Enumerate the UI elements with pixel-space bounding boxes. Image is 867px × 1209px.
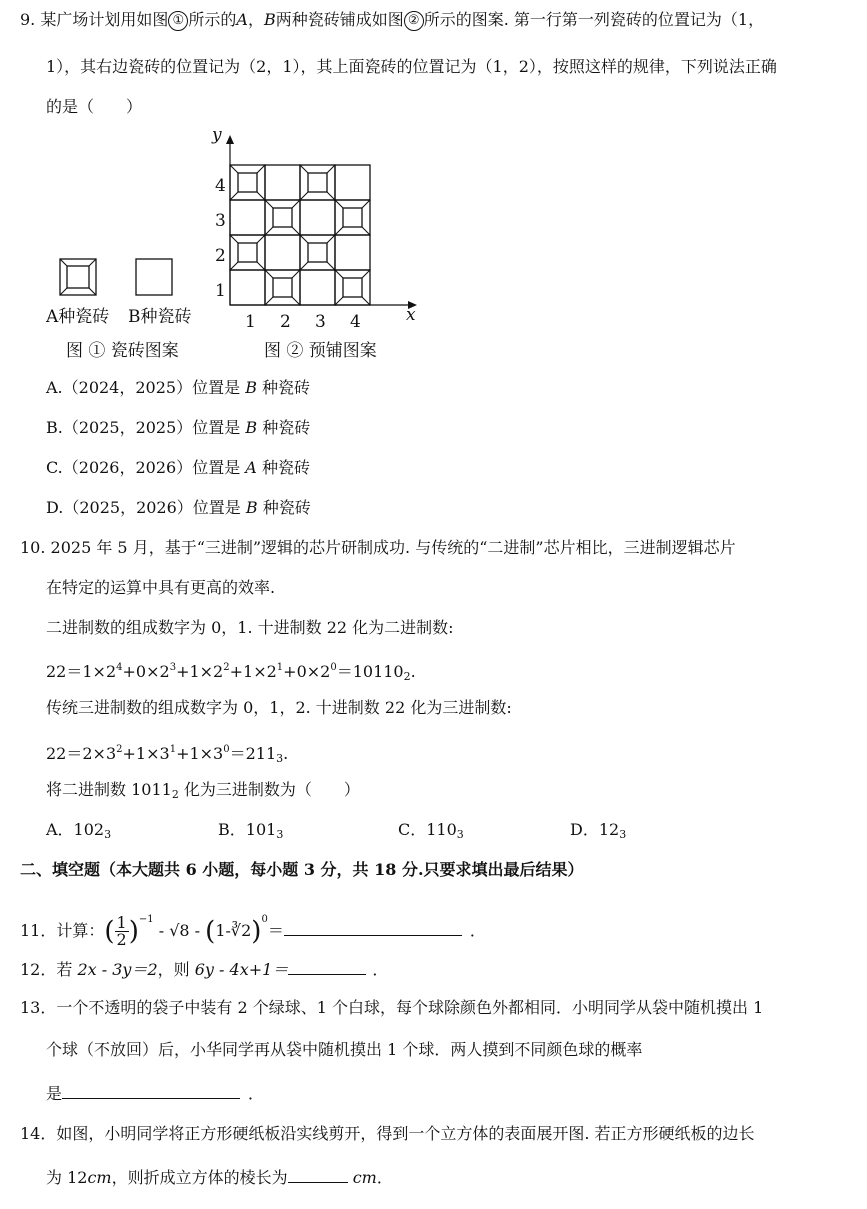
x-tick-4: 4 (350, 312, 361, 332)
fig2-caption: 图 ② 预铺图案 (264, 341, 377, 361)
tile-a-cell (300, 165, 335, 200)
x-tick-2: 2 (280, 312, 291, 332)
q14-answer-blank[interactable] (288, 1166, 348, 1183)
section-2-title: 二、填空题（本大题共 6 小题，每小题 3 分，共 18 分.只要求填出最后结果） (20, 860, 584, 879)
q9-line1: 9. 某广场计划用如图 ① 所示的A，B两种瓷砖铺成如图 ② 所示的图案. 第一行第一列瓷砖的位置记为（1， (20, 10, 765, 29)
tile-b-cell (300, 270, 335, 305)
tile-a-icon (60, 259, 96, 295)
q10-line5: 将二进制数 $1011_2$ 化为三进制数为（ ） (46, 780, 360, 801)
y-tick-1: 1 (215, 281, 226, 301)
q9-line3: 的是（ ） (46, 97, 143, 116)
q10-option-a[interactable]: A．$102_3$ (46, 820, 112, 841)
tile-a-cell (265, 200, 300, 235)
y-tick-3: 3 (215, 211, 226, 231)
tiling-grid (205, 125, 430, 340)
y-tick-4: 4 (215, 176, 226, 196)
tile-b-label: B种瓷砖 (128, 307, 192, 327)
q9-option-d[interactable]: D.（2025，2026）位置是 B 种瓷砖 (46, 498, 311, 517)
q9-option-b[interactable]: B.（2025，2025）位置是 B 种瓷砖 (46, 418, 311, 437)
q13-line2: 个球（不放回）后，小华同学再从袋中随机摸出 1 个球．两人摸到不同颜色球的概率 (46, 1040, 643, 1059)
tile-b-cell (230, 270, 265, 305)
q9-option-c[interactable]: C.（2026，2026）位置是 A 种瓷砖 (46, 458, 310, 477)
q13-answer-blank[interactable] (62, 1082, 240, 1099)
tile-figure (40, 255, 200, 305)
fraction-one-half: $\frac{1}{2}$ (116, 913, 127, 949)
tile-a-cell (300, 235, 335, 270)
q10-eq1: $22=1\times 2^4+0\times 2^3+1\times 2^2+1\times 2^1+0\times 2^0=10110_2$. (46, 662, 416, 683)
q14-line2: 为 12cm，则折成立方体的棱长为 cm． (46, 1168, 393, 1187)
tile-b-cell (230, 200, 265, 235)
q10-line4: 传统三进制数的组成数字为 0，1，2. 十进制数 22 化为三进制数: (46, 698, 512, 717)
q12: 12．若 2x - 3y＝2，则 6y - 4x+1＝ ． (20, 960, 389, 979)
tile-b-icon (136, 259, 172, 295)
tile-b-cell (335, 165, 370, 200)
tile-b-cell (265, 235, 300, 270)
tile-b-cell (265, 165, 300, 200)
q9-option-a[interactable]: A.（2024，2025）位置是 B 种瓷砖 (46, 378, 311, 397)
q13-line1: 13．一个不透明的袋子中装有 2 个绿球、1 个白球，每个球除颜色外都相同．小明同学从袋中随机摸出 1 (20, 998, 764, 1017)
x-tick-1: 1 (245, 312, 256, 332)
tile-a-cell (230, 235, 265, 270)
tile-b-cell (335, 235, 370, 270)
tile-a-cell (335, 200, 370, 235)
tile-b-cell (300, 200, 335, 235)
q11: 11．计算：( $\frac{1}{2}$ )$^{-1}$ - √8 - (1-∛2)$^0$＝ ． (20, 913, 486, 949)
q9-line2: 1），其右边瓷砖的位置记为（2，1），其上面瓷砖的位置记为（1，2），按照这样的规律，下列说法正确 (46, 57, 777, 76)
q10-eq2: $22=2\times 3^2+1\times 3^1+1\times 3^0=211_3$. (46, 744, 289, 765)
y-axis-arrow (226, 135, 234, 144)
q13-line3: 是 ． (46, 1084, 265, 1103)
q11-answer-blank[interactable] (284, 919, 462, 936)
y-axis-label: y (212, 125, 222, 145)
q10-option-c[interactable]: C．$110_3$ (398, 820, 464, 841)
q10-line3: 二进制数的组成数字为 0，1. 十进制数 22 化为二进制数: (46, 618, 454, 637)
circle-2: ② (404, 11, 424, 31)
fig1-caption: 图 ① 瓷砖图案 (66, 341, 179, 361)
x-tick-3: 3 (315, 312, 326, 332)
x-axis-label: x (406, 305, 416, 325)
q10-option-b[interactable]: B．$101_3$ (218, 820, 284, 841)
tile-a-cell (265, 270, 300, 305)
q10-line1: 10. 2025 年 5 月，基于“三进制”逻辑的芯片研制成功. 与传统的“二进制”芯片相比，三进制逻辑芯片 (20, 538, 736, 557)
q10-option-d[interactable]: D．$12_3$ (570, 820, 627, 841)
tile-a-label: A种瓷砖 (46, 307, 110, 327)
q14-line1: 14．如图，小明同学将正方形硬纸板沿实线剪开，得到一个立方体的表面展开图. 若正方形硬纸板的边长 (20, 1124, 755, 1143)
q12-answer-blank[interactable] (288, 958, 366, 975)
tile-a-cell (230, 165, 265, 200)
y-tick-2: 2 (215, 246, 226, 266)
circle-1: ① (168, 11, 188, 31)
q10-line2: 在特定的运算中具有更高的效率. (46, 578, 276, 597)
tile-a-cell (335, 270, 370, 305)
